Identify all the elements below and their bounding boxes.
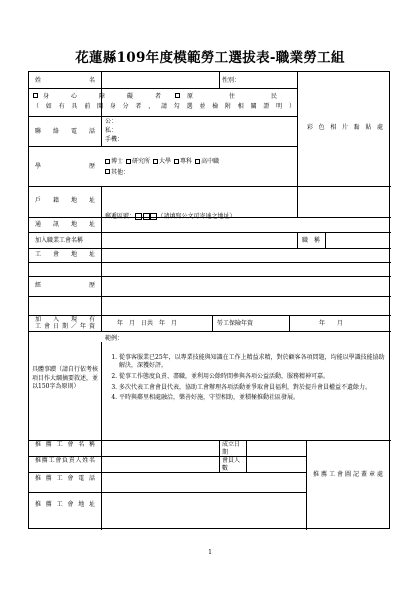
deeds-item: 3. 多次代表工會會員代表，協助工會辦理各項活動並爭取會員福利，對於提升會員權益不遺餘力。 (119, 384, 387, 393)
rec-union-phone-label: 推薦工會電話 (35, 475, 95, 482)
seal-area[interactable] (307, 441, 390, 529)
union-address-label: 工會地址 (35, 251, 95, 258)
phone-mobile-label: 手機： (105, 136, 124, 143)
union-name-field[interactable] (102, 233, 296, 248)
checkbox-icon[interactable] (105, 159, 110, 164)
education-option[interactable]: 大學 (153, 158, 171, 166)
mailing-address-label: 通訊地址 (35, 221, 95, 228)
postal-digit-box[interactable] (135, 213, 142, 220)
name-field[interactable] (102, 73, 218, 88)
education-option[interactable]: 高中職 (195, 158, 219, 166)
rec-union-person-label: 推薦工會負責人姓名 (35, 457, 95, 464)
insurance-value[interactable]: 年 月 (319, 320, 344, 327)
postal-code-label: 郵遞區號： (105, 213, 136, 220)
education-option[interactable]: 專科 (174, 158, 192, 166)
disability-label: 身心障礙者 (43, 93, 161, 100)
application-form-table (28, 71, 390, 529)
deeds-item: 4. 平時與鄰里相處融洽，樂善好施，守望相助，並積極推動社區發展。 (119, 394, 387, 403)
union-name-label: 加入職業工會名稱 (35, 237, 84, 244)
checkbox-icon[interactable] (195, 159, 200, 164)
education-label: 學歷 (35, 163, 95, 170)
deeds-item: 1. 從事客服業已25年，以專業技能與知識在工作上精益求精，對於顧客各項問題，均能以學識技能協助解決，深獲好評。 (119, 354, 387, 371)
established-date-label: 成立日期 (222, 441, 241, 456)
checkbox-icon[interactable] (126, 159, 131, 164)
postal-note: （請填寫公文可寄達之地址） (157, 213, 236, 220)
education-option[interactable]: 博士 (105, 158, 123, 166)
postal-code-line (105, 213, 236, 221)
phone-label: 聯絡電話 (35, 128, 95, 135)
education-options (105, 158, 295, 176)
postal-digit-box[interactable] (150, 213, 157, 220)
checkbox-icon[interactable] (105, 169, 110, 174)
join-date-label-line1: 加入現有 (35, 316, 95, 323)
disability-checkbox[interactable] (33, 93, 38, 98)
deeds-list (105, 354, 387, 403)
aboriginal-label: 原住民 (187, 93, 277, 100)
postal-digit-box[interactable] (143, 213, 150, 220)
experience-label: 經歷 (35, 282, 95, 289)
rec-union-address-label: 推薦工會地址 (35, 501, 95, 508)
rec-union-name-label: 推薦工會名稱 (35, 441, 95, 448)
registered-address-label: 戶籍地址 (35, 197, 95, 204)
page-number: 1 (208, 549, 212, 556)
checkbox-icon[interactable] (153, 159, 158, 164)
deeds-example-label: 範例： (105, 335, 124, 342)
identity-note: （如有具前開身分者，請勾選並檢附相關證明） (33, 103, 295, 110)
form-title: 花蓮縣109年度模範勞工選拔表-職業勞工組 (75, 50, 345, 66)
name-label: 姓名 (35, 77, 95, 84)
education-option[interactable]: 其他： (105, 169, 129, 176)
deeds-content[interactable] (105, 335, 387, 405)
phone-home-label: 私： (105, 127, 118, 134)
gender-label: 性別： (222, 77, 241, 84)
insurance-label: 勞工保險年資 (217, 320, 254, 327)
identity-line-1 (33, 93, 295, 101)
member-count-label: 會員人數 (222, 457, 241, 472)
education-option[interactable]: 研究所 (126, 158, 150, 166)
aboriginal-checkbox[interactable] (175, 93, 180, 98)
deeds-label: 具體事蹟（請自行依考核項目作大綱摘要敘述，並以150字為原則） (32, 366, 99, 391)
join-date-label-line2: 工會日期／年資 (35, 323, 95, 330)
photo-area[interactable] (298, 89, 390, 186)
join-date-value[interactable]: 年 月 日共 年 月 (117, 320, 178, 327)
blank-row (29, 263, 391, 276)
checkbox-icon[interactable] (174, 159, 179, 164)
photo-label: 彩色相片黏貼處 (307, 124, 383, 131)
phone-office-label: 公： (105, 118, 118, 125)
job-title-label: 職稱 (302, 237, 320, 244)
seal-label: 推薦工會圖記蓋章處 (313, 471, 383, 478)
deeds-item: 2. 從事工作態度負責、盡職，並利用公餘時間參與各項公益活動，服務精神可嘉。 (119, 373, 387, 382)
